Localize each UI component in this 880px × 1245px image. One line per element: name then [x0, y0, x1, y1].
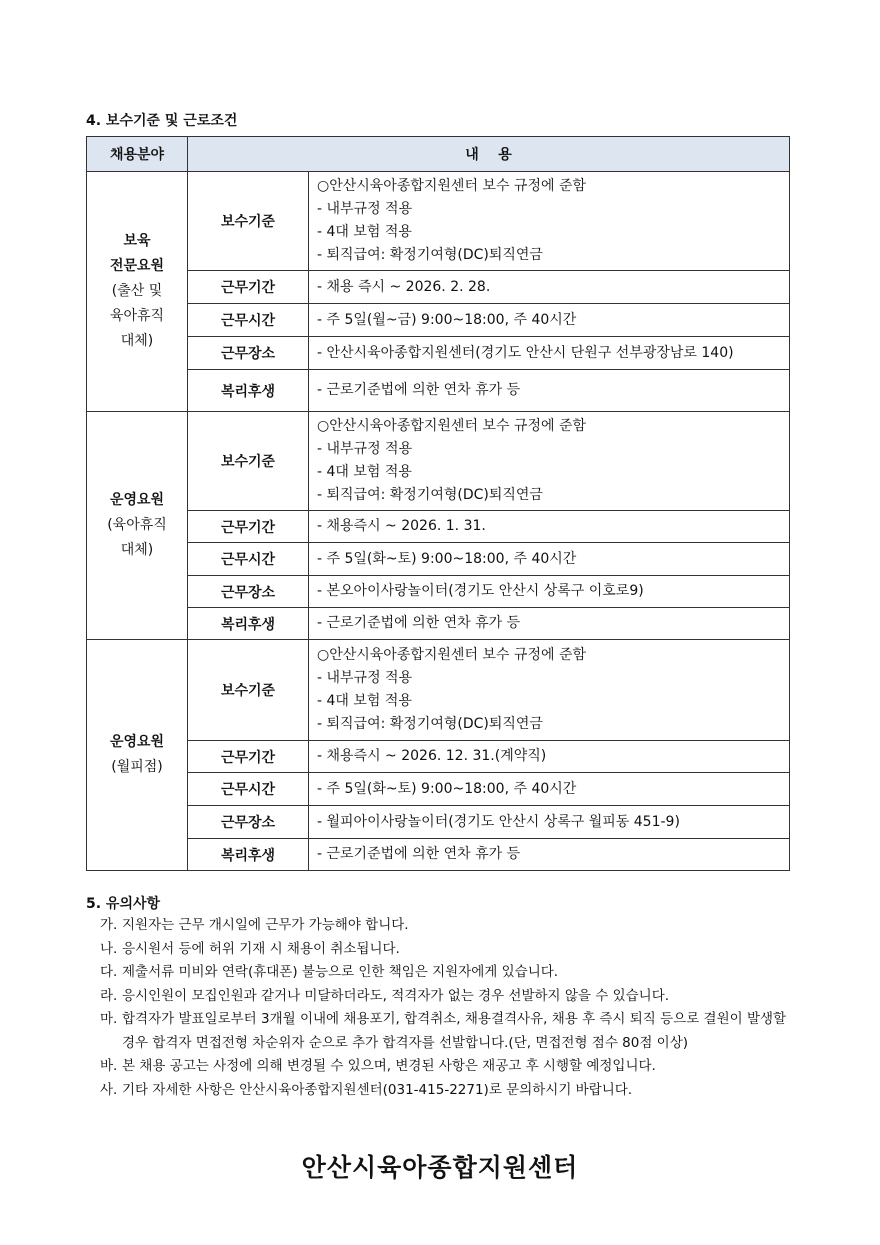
condition-content [309, 608, 790, 640]
list-text: 지원자는 근무 개시일에 근무가 가능해야 합니다. [122, 917, 409, 933]
condition-content [309, 172, 790, 271]
list-item [100, 938, 790, 962]
list-item [100, 961, 790, 985]
condition-line: - 주 5일(화~토) 9:00~18:00, 주 40시간 [317, 550, 577, 567]
condition-label: 근무장소 [188, 337, 309, 370]
table-row [87, 370, 790, 412]
list-text: 응시원서 등에 허위 기재 시 채용이 취소됩니다. [122, 940, 400, 957]
condition-line: ○안산시육아종합지원센터 보수 규정에 준함 [317, 647, 586, 663]
condition-line: - 퇴직급여: 확정기여형(DC)퇴직연금 [317, 716, 543, 732]
condition-line: - 본오아이사랑놀이터(경기도 안산시 상록구 이호로9) [317, 583, 644, 599]
condition-line: - 월피아이사랑놀이터(경기도 안산시 상록구 월피동 451-9) [317, 813, 680, 830]
condition-content [309, 640, 790, 741]
condition-label: 보수기준 [188, 172, 309, 271]
condition-line: - 4대 보험 적용 [317, 464, 412, 480]
condition-line: ○안산시육아종합지원센터 보수 규정에 준함 [317, 178, 586, 194]
table-row [87, 839, 790, 871]
condition-content [309, 773, 790, 806]
condition-line: - 내부규정 적용 [317, 201, 413, 217]
condition-content [309, 576, 790, 608]
organization-name: 안산시육아종합지원센터 [301, 1153, 579, 1182]
table-row [87, 741, 790, 773]
condition-label: 근무장소 [188, 806, 309, 839]
list-text: 본 채용 공고는 사정에 의해 변경될 수 있으며, 변경된 사항은 재공고 후 시행할 예정입니다. [122, 1058, 656, 1074]
table-row [87, 412, 790, 511]
list-marker: 나. [100, 940, 118, 957]
condition-label: 근무장소 [188, 576, 309, 608]
condition-content [309, 271, 790, 304]
condition-line: - 주 5일(월~금) 9:00~18:00, 주 40시간 [317, 311, 577, 328]
condition-label: 복리후생 [188, 370, 309, 412]
list-marker: 마. [100, 1011, 118, 1027]
list-marker: 라. [100, 987, 118, 1004]
condition-content [309, 370, 790, 412]
condition-label: 근무시간 [188, 543, 309, 576]
list-text: 기타 자세한 사항은 안산시육아종합지원센터(031-415-2271)로 문의하시기 바랍니다. [122, 1081, 633, 1098]
list-text: 합격자가 발표일로부터 3개월 이내에 채용포기, 합격취소, 채용결격사유, 채용 후 즉시 퇴직 등으로 결원이 발생할 경우 합격자 면접전형 차순위자 순으로 추가 합격자를 선발합니다.(단, 면접전형 점수 80점 이상) [122, 1011, 787, 1051]
condition-label: 보수기준 [188, 640, 309, 741]
field-note: (월피점) [111, 759, 163, 775]
section-4-title: 4. 보수기준 및 근로조건 [86, 113, 238, 129]
condition-content [309, 337, 790, 370]
condition-content [309, 511, 790, 543]
list-marker: 바. [100, 1058, 118, 1074]
condition-label: 복리후생 [188, 608, 309, 640]
condition-label: 근무기간 [188, 741, 309, 773]
condition-label: 근무기간 [188, 511, 309, 543]
condition-line: ○안산시육아종합지원센터 보수 규정에 준함 [317, 418, 586, 434]
table-row [87, 576, 790, 608]
condition-line: - 안산시육아종합지원센터(경기도 안산시 단원구 선부광장남로 140) [317, 344, 734, 361]
list-item [100, 914, 790, 938]
table-row [87, 640, 790, 741]
condition-line: - 채용즉시 ~ 2026. 1. 31. [317, 518, 486, 534]
recruitment-field [87, 172, 188, 412]
condition-content [309, 543, 790, 576]
table-row [87, 806, 790, 839]
condition-line: - 퇴직급여: 확정기여형(DC)퇴직연금 [317, 487, 543, 503]
recruitment-field [87, 412, 188, 640]
condition-content [309, 839, 790, 871]
condition-label: 근무시간 [188, 304, 309, 337]
condition-label: 근무시간 [188, 773, 309, 806]
condition-line: - 퇴직급여: 확정기여형(DC)퇴직연금 [317, 247, 543, 263]
condition-label: 복리후생 [188, 839, 309, 871]
table-row [87, 271, 790, 304]
condition-line: - 내부규정 적용 [317, 670, 413, 686]
list-text: 제출서류 미비와 연락(휴대폰) 불능으로 인한 책임은 지원자에게 있습니다. [122, 964, 559, 980]
list-marker: 다. [100, 964, 118, 980]
condition-content [309, 304, 790, 337]
list-marker: 가. [100, 917, 118, 933]
table-row [87, 773, 790, 806]
notes-list [100, 914, 790, 1102]
condition-line: - 근로기준법에 의한 연차 휴가 등 [317, 615, 521, 631]
section-5-title: 5. 유의사항 [86, 896, 161, 912]
list-item [100, 1079, 790, 1103]
condition-label: 근무기간 [188, 271, 309, 304]
table-row [87, 304, 790, 337]
field-name: 보육 전문요원 [109, 233, 165, 274]
field-name: 운영요원 [109, 734, 165, 750]
table-row [87, 337, 790, 370]
field-note: (출산 및 육아휴직 대체) [109, 283, 165, 349]
recruitment-field [87, 640, 188, 871]
condition-line: - 4대 보험 적용 [317, 693, 412, 709]
list-item [100, 985, 790, 1009]
table-header-row [87, 137, 790, 172]
condition-content [309, 412, 790, 511]
table-row [87, 543, 790, 576]
condition-content [309, 741, 790, 773]
list-text: 응시인원이 모집인원과 같거나 미달하더라도, 적격자가 없는 경우 선발하지 않을 수 있습니다. [122, 987, 670, 1004]
list-marker: 사. [100, 1081, 118, 1098]
table-row [87, 511, 790, 543]
condition-line: - 채용즉시 ~ 2026. 12. 31.(계약직) [317, 748, 547, 764]
condition-label: 보수기준 [188, 412, 309, 511]
condition-line: - 채용 즉시 ~ 2026. 2. 28. [317, 278, 491, 295]
condition-line: - 근로기준법에 의한 연차 휴가 등 [317, 846, 521, 862]
working-conditions-table [86, 136, 790, 871]
table-row [87, 608, 790, 640]
field-note: (육아휴직 대체) [107, 517, 167, 558]
condition-line: - 근로기준법에 의한 연차 휴가 등 [317, 382, 521, 398]
header-field: 채용분야 [87, 137, 188, 172]
header-content: 내 용 [188, 137, 790, 172]
condition-content [309, 806, 790, 839]
table-row [87, 172, 790, 271]
condition-line: - 4대 보험 적용 [317, 224, 412, 240]
condition-line: - 주 5일(화~토) 9:00~18:00, 주 40시간 [317, 780, 577, 797]
condition-line: - 내부규정 적용 [317, 441, 413, 457]
list-item [100, 1055, 790, 1079]
list-item [100, 1008, 790, 1055]
field-name: 운영요원 [109, 492, 165, 508]
